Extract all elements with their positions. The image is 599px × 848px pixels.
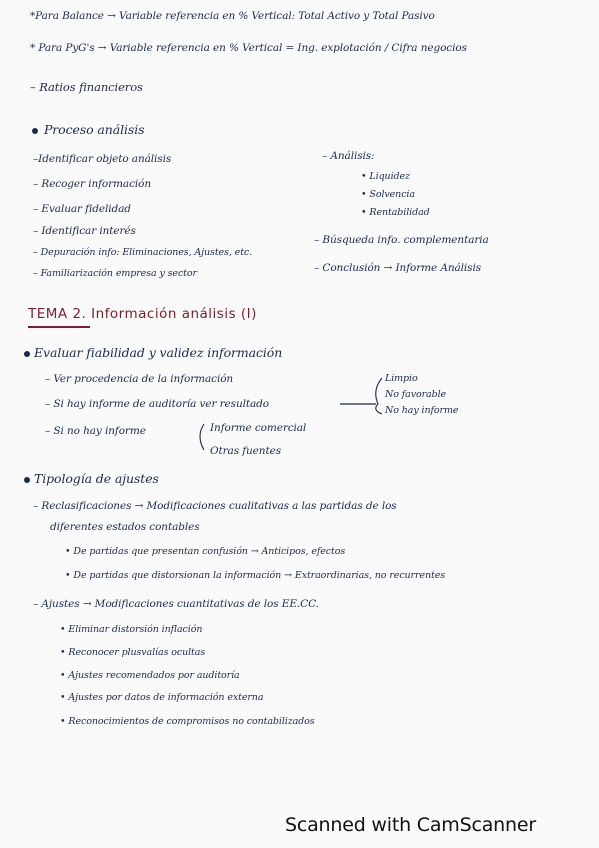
step-recoger: – Recoger información <box>33 178 151 190</box>
step-interes: – Identificar interés <box>33 225 136 237</box>
step-familiarizacion: – Familiarización empresa y sector <box>33 268 197 279</box>
item-reclasificaciones: – Reclasificaciones → Modificaciones cualitativas a las partidas de los <box>33 500 397 512</box>
audit-limpio: Limpio <box>385 373 418 384</box>
step-objeto: –Identificar objeto análisis <box>33 153 172 165</box>
item-procedencia: – Ver procedencia de la información <box>45 373 234 385</box>
item-reclasificaciones-cont: diferentes estados contables <box>50 521 200 533</box>
step-analisis: – Análisis: <box>322 150 375 162</box>
note-ratios: – Ratios financieros <box>30 80 143 94</box>
step-depuracion: – Depuración info: Eliminaciones, Ajustes, etc. <box>33 247 253 258</box>
audit-no-informe: No hay informe <box>385 405 459 416</box>
camscanner-watermark: Scanned with CamScanner <box>285 814 536 836</box>
step-busqueda: – Búsqueda info. complementaria <box>314 234 489 246</box>
ajuste-externa: • Ajustes por datos de información externa <box>60 692 264 703</box>
ajuste-plusvalias: • Reconocer plusvalías ocultas <box>60 647 206 658</box>
analisis-rentabilidad: • Rentabilidad <box>361 207 430 218</box>
item-no-informe: – Si no hay informe <box>45 425 146 437</box>
source-informe-comercial: Informe comercial <box>210 422 307 434</box>
heading-evaluar: Evaluar fiabilidad y validez información <box>34 345 283 360</box>
bullet-proceso <box>32 128 38 134</box>
note-balance-line: *Para Balance → Variable referencia en % Vertical: Total Activo y Total Pasivo <box>30 10 435 22</box>
step-fidelidad: – Evaluar fidelidad <box>33 203 131 215</box>
ajuste-auditoria: • Ajustes recomendados por auditoría <box>60 670 240 681</box>
heading-proceso: Proceso análisis <box>44 122 145 137</box>
reclas-distorsion: • De partidas que distorsionan la información → Extraordinarias, no recurrentes <box>65 570 445 581</box>
reclas-confusion: • De partidas que presentan confusión → Anticipos, efectos <box>65 546 346 557</box>
tema-title: TEMA 2. Información análisis (I) <box>28 306 257 322</box>
source-otras-fuentes: Otras fuentes <box>210 445 281 457</box>
bullet-evaluar <box>24 351 30 357</box>
note-pyg-line: * Para PyG's → Variable referencia en % Vertical = Ing. explotación / Cifra negocios <box>30 42 467 54</box>
item-auditoria: – Si hay informe de auditoría ver resultado <box>45 398 269 410</box>
bullet-tipologia <box>24 477 30 483</box>
analisis-liquidez: • Liquidez <box>361 171 410 182</box>
audit-no-favorable: No favorable <box>385 389 447 400</box>
brace-no-informe <box>200 424 204 450</box>
heading-tipologia: Tipología de ajustes <box>34 471 159 486</box>
step-conclusion: – Conclusión → Informe Análisis <box>314 262 482 274</box>
ajuste-inflacion: • Eliminar distorsión inflación <box>60 624 203 635</box>
analisis-solvencia: • Solvencia <box>361 189 415 200</box>
ajuste-compromisos: • Reconocimientos de compromisos no contabilizados <box>60 716 315 727</box>
brace-auditoria <box>376 378 382 414</box>
item-ajustes: – Ajustes → Modificaciones cuantitativas de los EE.CC. <box>33 598 319 610</box>
